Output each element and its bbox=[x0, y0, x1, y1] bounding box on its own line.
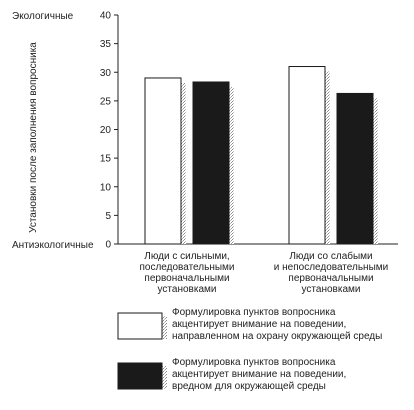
legend-label-line: акцентирует внимание на поведении, bbox=[172, 369, 347, 380]
bottom-axis-label: Антиэкологичные bbox=[12, 240, 94, 251]
bar-shadow bbox=[181, 83, 186, 244]
legend-swatch-shadow bbox=[162, 316, 167, 339]
category-label-line: первоначальными bbox=[144, 273, 230, 284]
bar bbox=[337, 93, 373, 244]
bar bbox=[193, 82, 229, 244]
category-label-line: установками bbox=[157, 284, 217, 295]
category-label-line: и непоследовательными bbox=[273, 262, 389, 273]
y-axis-title: Установки после заполнения вопросника bbox=[28, 42, 39, 233]
y-tick-label: 25 bbox=[99, 96, 111, 108]
legend-swatch-shadow bbox=[162, 366, 167, 389]
y-tick-label: 15 bbox=[99, 153, 111, 165]
category-label-line: Люди со слабыми bbox=[289, 251, 373, 262]
y-tick-label: 5 bbox=[105, 210, 111, 222]
bar bbox=[289, 67, 325, 244]
legend-swatch bbox=[118, 363, 162, 389]
top-axis-label: Экологичные bbox=[12, 11, 74, 22]
legend bbox=[118, 307, 382, 392]
legend-label-line: направленном на охрану окружающей среды bbox=[172, 331, 383, 342]
bars-layer bbox=[145, 67, 378, 244]
bar bbox=[145, 78, 181, 244]
legend-label bbox=[172, 357, 346, 392]
category-label-line: первоначальными bbox=[288, 273, 374, 284]
bar-shadow bbox=[229, 87, 234, 244]
y-tick-label: 35 bbox=[99, 39, 111, 51]
category-label-line: установками bbox=[301, 284, 361, 295]
category-label-line: Люди с сильными, bbox=[144, 251, 230, 262]
legend-label-line: акцентирует внимание на поведении, bbox=[172, 319, 347, 330]
y-tick-label: 40 bbox=[99, 10, 111, 22]
category-label bbox=[139, 251, 234, 295]
legend-label bbox=[172, 307, 382, 342]
labels-layer bbox=[139, 250, 388, 295]
category-label bbox=[274, 250, 388, 295]
legend-swatch bbox=[118, 313, 162, 339]
y-tick-label: 10 bbox=[99, 182, 111, 194]
legend-label-line: Формулировка пунктов вопросника bbox=[172, 357, 336, 368]
bar-shadow bbox=[325, 72, 330, 244]
y-tick-label: 30 bbox=[99, 67, 111, 79]
legend-label-line: Формулировка пунктов вопросника bbox=[172, 307, 336, 318]
bar-shadow bbox=[373, 98, 378, 244]
y-tick-label: 20 bbox=[99, 125, 111, 136]
category-label-line: последовательными bbox=[139, 262, 235, 273]
y-tick-label: 0 bbox=[105, 239, 111, 251]
legend-label-line: вредном для окружающей среды bbox=[172, 381, 326, 392]
